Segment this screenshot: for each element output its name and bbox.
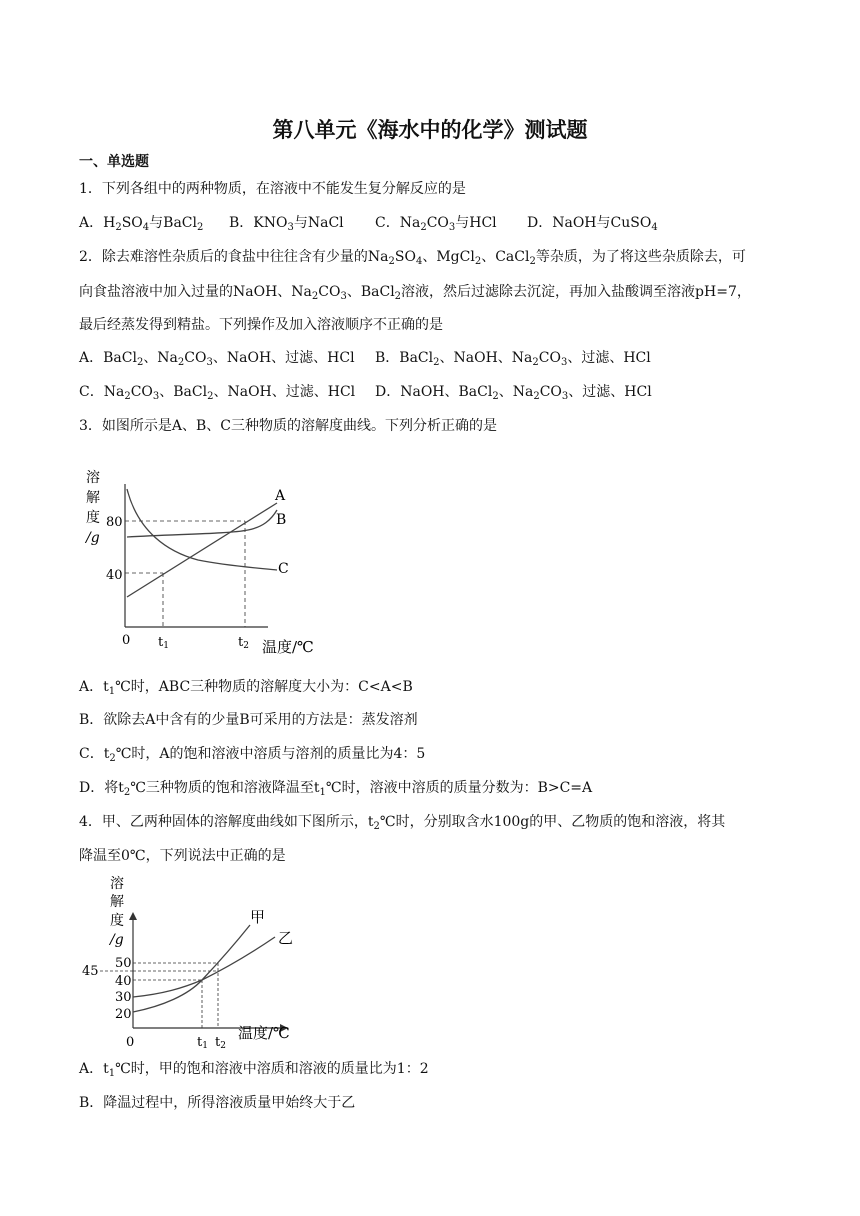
chart2-y-arrow [129, 912, 137, 920]
q2-option-a[interactable]: A．BaCl$_2$、$Na_2CO_3$、NaOH、过滤、HCl [79, 350, 355, 368]
q1-options [79, 213, 658, 233]
chart1-series-a [127, 503, 277, 597]
q1-option-d[interactable]: D．NaOH与CuSO$_4$ [527, 215, 658, 233]
chart2-outside-tick-45: 45 [82, 964, 99, 979]
chart1-ytick-40: 40 [106, 568, 123, 583]
page-title: 第八单元《海水中的化学》测试题 [272, 118, 588, 142]
chart2-ylabel-2: 度 [110, 913, 124, 929]
chart2-series-yi [133, 937, 275, 997]
q2-option-c[interactable]: C．$Na_2CO_3$、BaCl$_2$、NaOH、过滤、HCl [79, 384, 356, 402]
q4-stem-line2: 降温至0℃，下列说法中正确的是 [79, 848, 286, 864]
chart1-origin-label: 0 [122, 633, 131, 648]
chart1-label-a: A [275, 488, 286, 504]
chart2-ylabel-3: /g [110, 932, 124, 948]
chart2-xlabel: 温度/℃ [238, 1024, 290, 1042]
chart1-ylabel-1: 解 [86, 490, 100, 506]
chart2-origin-label: 0 [126, 1035, 135, 1050]
q3-solubility-chart [78, 462, 314, 662]
chart2-label-jia: 甲 [250, 908, 266, 926]
chart1-xlabel: 温度/℃ [262, 638, 314, 656]
chart2-xtick-t1: t1 [197, 1035, 208, 1051]
chart2-ytick-30: 30 [115, 990, 132, 1005]
q3-option-a[interactable]: A．$t_1℃$时，ABC三种物质的溶解度大小为：C<A<B [79, 679, 413, 697]
q2-options-row1 [79, 348, 651, 368]
chart2-ytick-40: 40 [115, 974, 132, 989]
chart1-label-b: B [276, 512, 287, 528]
chart2-ylabel-0: 溶 [110, 876, 124, 892]
q2-stem-line3: 最后经蒸发得到精盐。下列操作及加入溶液顺序不正确的是 [79, 317, 443, 333]
q3-option-b[interactable]: B．欲除去A中含有的少量B可采用的方法是：蒸发溶剂 [79, 712, 418, 728]
q1-stem: 1．下列各组中的两种物质，在溶液中不能发生复分解反应的是 [79, 181, 466, 197]
q4-option-b[interactable]: B．降温过程中，所得溶液质量甲始终大于乙 [79, 1095, 356, 1111]
q4-stem-line1: 4．甲、乙两种固体的溶解度曲线如下图所示，$t_2℃$时，分别取含水100g的甲、乙物质的饱和溶液，将其 [79, 814, 726, 832]
q3-option-d[interactable]: D．将$t_2℃$三种物质的饱和溶液降温至$t_1℃$时，溶液中溶质的质量分数为：B>C=A [79, 780, 593, 798]
q4-solubility-chart [78, 870, 298, 1050]
chart1-ylabel-3: /g [86, 530, 100, 546]
q3-option-c[interactable]: C．$t_2℃$时，A的饱和溶液中溶质与溶剂的质量比为4：5 [79, 746, 426, 764]
chart1-series-c [127, 489, 277, 570]
q4-option-a[interactable]: A．$t_1℃$时，甲的饱和溶液中溶质和溶液的质量比为1：2 [79, 1061, 429, 1079]
q2-stem-line2: 向食盐溶液中加入过量的NaOH、$Na_2CO_3$、BaCl$_2$溶液，然后过滤除去沉淀，再加入盐酸调至溶液pH=7， [79, 284, 751, 302]
q3-stem: 3．如图所示是A、B、C三种物质的溶解度曲线。下列分析正确的是 [79, 418, 498, 434]
chart1-ylabel-0: 溶 [86, 470, 100, 486]
chart2-ytick-20: 20 [115, 1007, 132, 1022]
chart2-ylabel-1: 解 [110, 894, 124, 910]
q1-option-b[interactable]: B．$KNO_3$与NaCl [229, 215, 344, 233]
chart1-label-c: C [278, 561, 289, 577]
chart1-xtick-t1: t1 [158, 635, 169, 651]
q2-option-d[interactable]: D．NaOH、BaCl$_2$、$Na_2CO_3$、过滤、HCl [375, 384, 652, 402]
chart1-ytick-80: 80 [106, 515, 123, 530]
chart1-series-b [127, 510, 277, 537]
chart1-xtick-t2: t2 [238, 635, 249, 651]
chart1-ylabel-2: 度 [86, 510, 100, 526]
section-heading: 一、单选题 [79, 154, 149, 170]
q1-option-c[interactable]: C．$Na_2CO_3$与HCl [375, 215, 497, 233]
chart2-xtick-t2: t2 [215, 1035, 226, 1051]
q1-option-a[interactable]: A．$H_2SO_4$与BaCl$_2$ [79, 215, 204, 233]
chart2-ytick-50: 50 [115, 956, 132, 971]
q2-stem-line1: 2．除去难溶性杂质后的食盐中往往含有少量的$Na_2SO_4$、MgCl$_2$、CaCl$_2$等杂质，为了将这些杂质除去，可 [79, 249, 746, 267]
chart2-label-yi: 乙 [278, 929, 294, 947]
chart2-series-jia [133, 925, 250, 1012]
q2-options-row2 [79, 382, 652, 402]
q2-option-b[interactable]: B．BaCl$_2$、NaOH、$Na_2CO_3$、过滤、HCl [375, 350, 651, 368]
